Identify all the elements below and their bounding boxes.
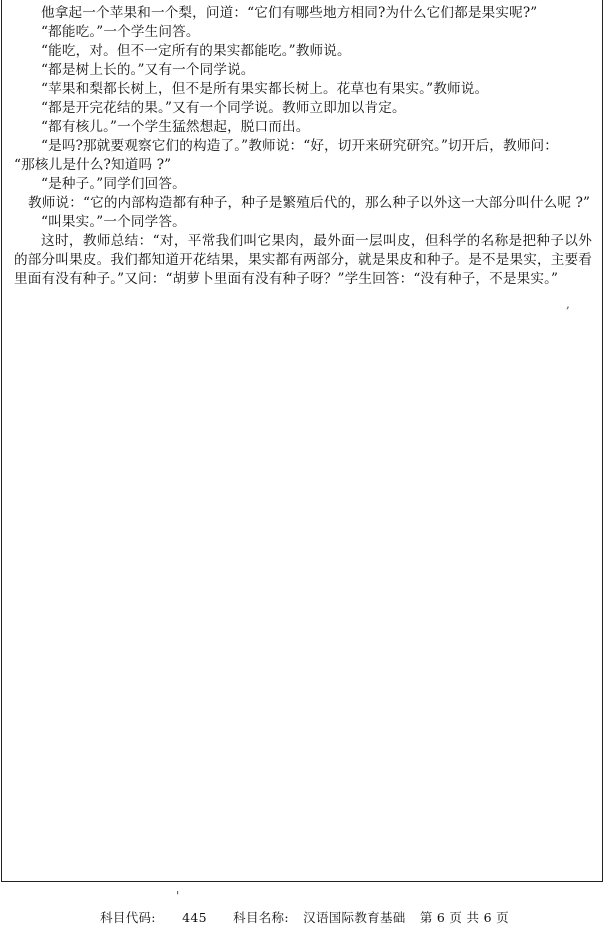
paragraph-9: “那核儿是什么?知道吗 ?” (14, 157, 172, 173)
paragraph-10: “是种子。”同学们回答。 (41, 176, 186, 192)
paragraph-7: “都有核儿。”一个学生猛然想起，脱口而出。 (41, 119, 310, 135)
paragraph-2: “都能吃。”一个学生问答。 (41, 24, 200, 40)
paragraph-8: “是吗?那就要观察它们的构造了。”教师说：“好，切开来研究研究。”切开后，教师问： (41, 138, 559, 154)
paragraph-5: “苹果和梨都长树上，但不是所有果实都长树上。花草也有果实。”教师说。 (41, 81, 489, 97)
paragraph-3: “能吃，对。但不一定所有的果实都能吃。”教师说。 (41, 43, 351, 59)
exam-body-text (14, 4, 592, 289)
paragraph-11: 教师说：“它的内部构造都有种子，种子是繁殖后代的，那么种子以外这一大部分叫什么呢 ?” (28, 195, 591, 211)
page-number: 第 6 页 共 6 页 (419, 910, 509, 925)
subject-name-label: 科目名称: (233, 910, 289, 925)
subject-code-value: 445 (182, 910, 207, 925)
paragraph-12: “叫果实。”一个同学答。 (41, 214, 186, 230)
paragraph-1: 他拿起一个苹果和一个梨，问道：“它们有哪些地方相同?为什么它们都是果实呢?” (41, 5, 538, 21)
paragraph-6: “都是开完花结的果。”又有一个同学说。教师立即加以肯定。 (41, 100, 406, 116)
subject-name-value: 汉语国际教育基础 (303, 910, 406, 925)
stray-pen-mark: , (566, 297, 570, 311)
paragraph-4: “都是树上长的。”又有一个同学说。 (41, 62, 255, 78)
paragraph-13: 这时，教师总结：“对，平常我们叫它果肉，最外面一层叫皮，但科学的名称是把种子以外的部分叫果皮。我们都知道开花结果，果实都有两部分，就是果皮和种子。是不是果实，主要看里面有没有种子。”又问：“胡萝卜里面有没有种子呀？”学生回答：“没有种子，不是果实。” (14, 233, 592, 287)
page-footer (0, 908, 609, 926)
subject-code-label: 科目代码: (100, 910, 156, 925)
stray-pen-mark: ' (176, 889, 180, 903)
